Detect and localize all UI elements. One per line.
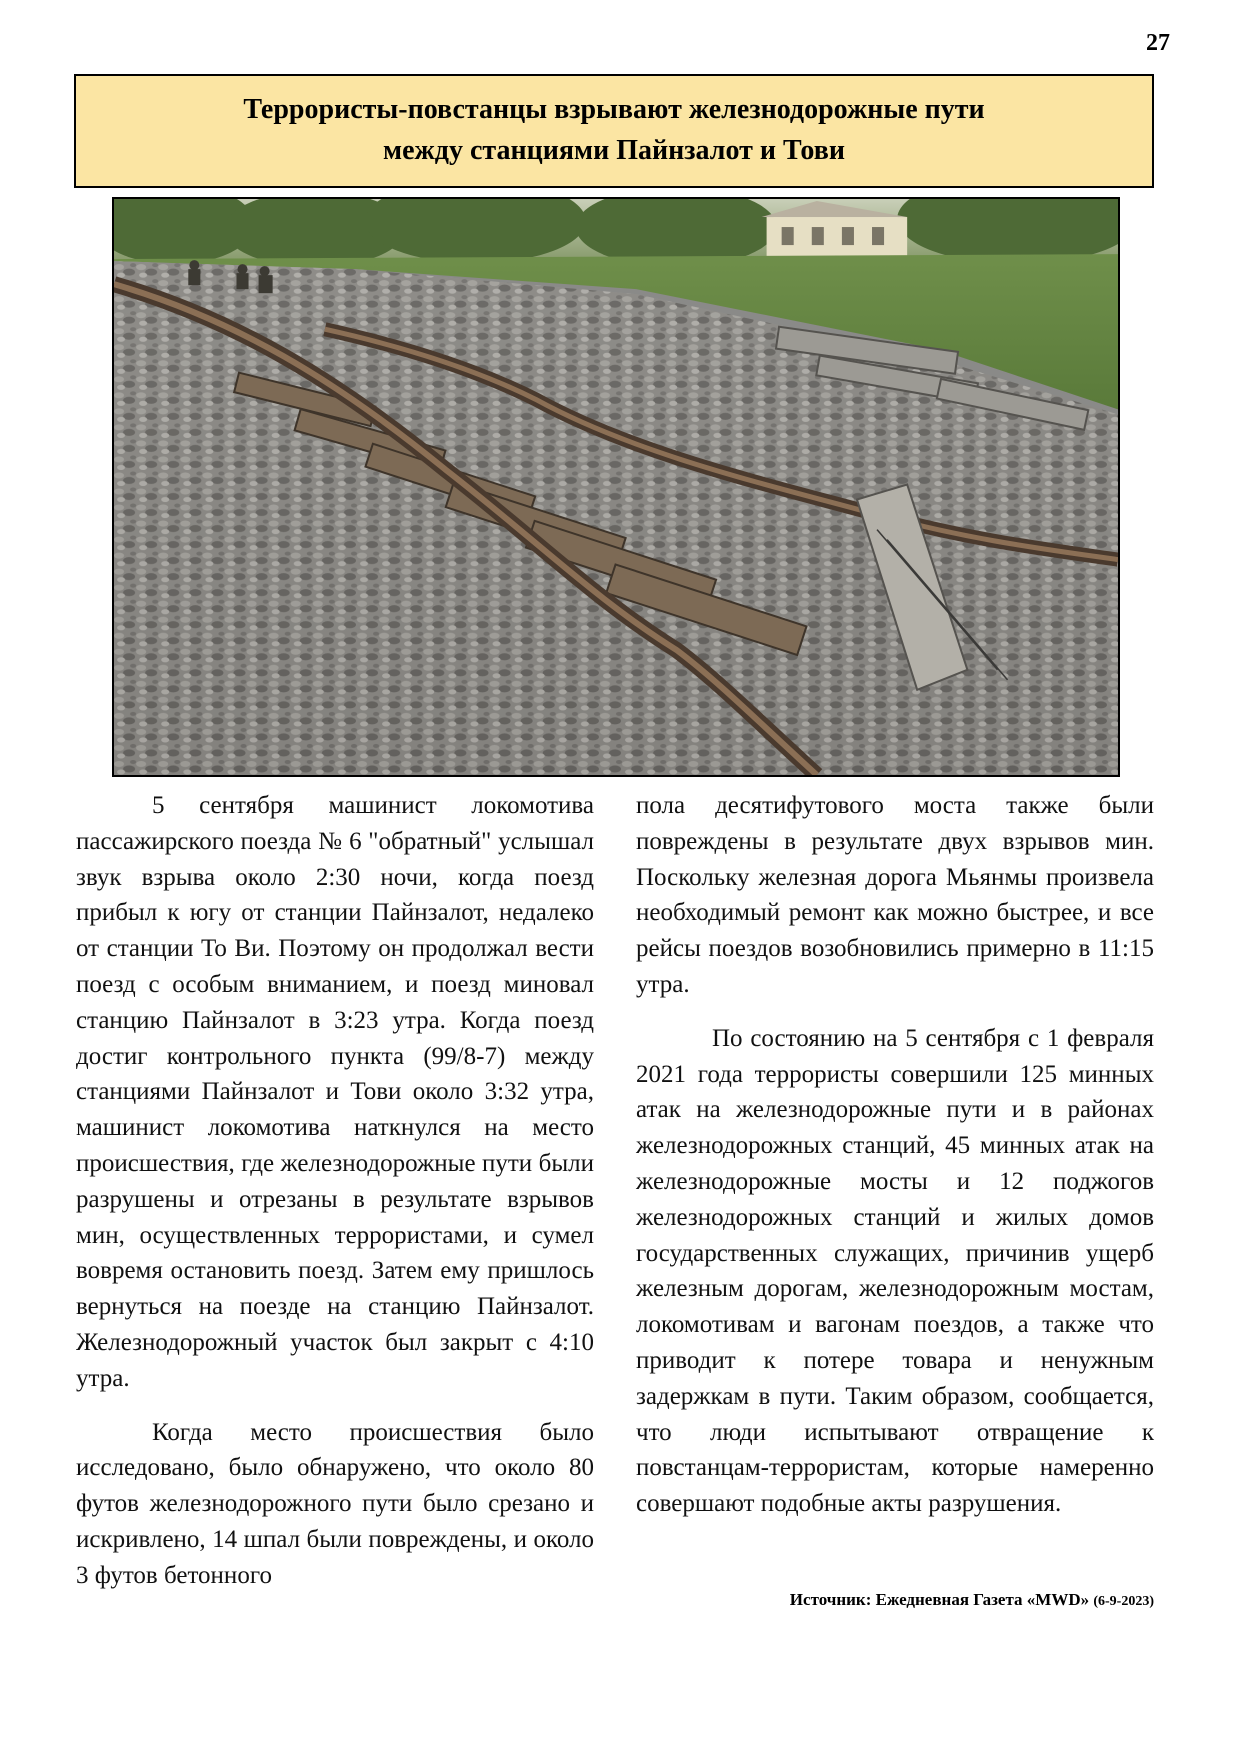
railway-track-damage-icon xyxy=(114,199,1118,775)
article-paragraph: пола десятифутового моста также были повреждены в результате двух взрывов мин. Поскольку железная дорога Мьянмы произвела необходимый ремонт как можно быстрее, и все рейсы поездов возобновились примерно в 11:15 утра. xyxy=(636,792,1154,998)
article-title-line-1: Террористы-повстанцы взрывают железнодорожные пути xyxy=(243,94,985,126)
article-column-right xyxy=(636,788,1154,1522)
source-label: Источник: Ежедневная Газета «MWD» xyxy=(789,1590,1090,1609)
article-title-line-2: между станциями Пайнзалот и Тови xyxy=(383,135,845,166)
article-paragraph: Когда место происшествия было исследовано, было обнаружено, что около 80 футов железнодорожного пути было срезано и искривлено, 14 шпал были повреждены, и около 3 футов бетонного xyxy=(76,1418,594,1589)
source-date: (6-9-2023) xyxy=(1093,1594,1154,1609)
railway-photo xyxy=(112,197,1120,777)
article-paragraph: 5 сентября машинист локомотива пассажирского поезда № 6 "обратный" услышал звук взрыва около 2:30 ночи, когда поезд прибыл к югу от станции Пайнзалот, недалеко от станции То Ви. Поэтому он продолжал вести поезд с особым вниманием, и поезд миновал станцию Пайнзалот в 3:23 утра. Когда поезд достиг контрольного пункта (99/8-7) между станциями Пайнзалот и Тови около 3:32 утра, машинист локомотива наткнулся на место происшествия, где железнодорожные пути были разрушены и отрезаны в результате взрывов мин, осуществленных террористами, и сумел вовремя остановить поезд. Затем ему пришлось вернуться на поезде на станцию Пайнзалот. Железнодорожный участок был закрыт с 4:10 утра. xyxy=(76,792,594,1392)
article-paragraph: По состоянию на 5 сентября с 1 февраля 2021 года террористы совершили 125 минных атак на железнодорожные пути и в районах железнодорожных станций, 45 минных атак на железнодорожные мосты и 12 поджогов железнодорожных станций и жилых домов государственных служащих, причинив ущерб железным дорогам, железнодорожным мостам, локомотивам и вагонам поездов, а также что приводит к потере товара и ненужным задержкам в пути. Таким образом, сообщается, что люди испытывают отвращение к повстанцам-террористам, которые намеренно совершают подобные акты разрушения. xyxy=(636,1024,1154,1518)
page-number: 27 xyxy=(1146,30,1170,56)
article-title-box xyxy=(74,74,1154,188)
source-credit xyxy=(636,1590,1154,1610)
article-column-left xyxy=(76,788,594,1594)
